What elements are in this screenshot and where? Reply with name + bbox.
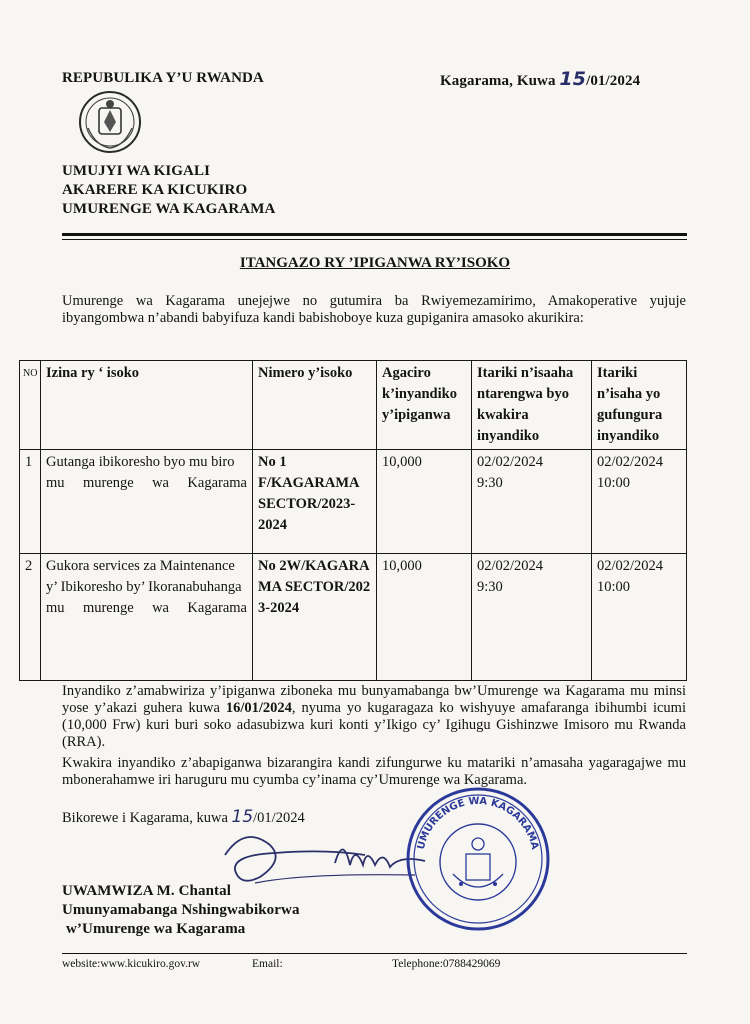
row-opening-date: 02/02/2024 — [597, 454, 664, 470]
header-date-handwritten-day: 15 — [559, 68, 587, 90]
row-opening-date: 02/02/2024 — [597, 558, 664, 574]
instructions-paragraph — [62, 683, 686, 751]
col-header-price: Agaciro k’inyandiko y’ipiganwa — [377, 361, 472, 450]
table-row — [20, 450, 687, 554]
official-stamp — [403, 784, 553, 934]
header-date-suffix: /01/2024 — [586, 73, 641, 89]
stamp-sun-icon — [472, 838, 484, 850]
row-opening — [592, 450, 687, 554]
col-header-no: NO — [20, 361, 41, 450]
row-no: 2 — [20, 554, 41, 681]
footer-divider — [62, 953, 687, 954]
row-price: 10,000 — [377, 450, 472, 554]
sector-name: UMURENGE WA KAGARAMA — [62, 201, 276, 217]
row-opening — [592, 554, 687, 681]
footer-website: website:www.kicukiro.gov.rw — [62, 958, 201, 970]
signed-suffix: /01/2024 — [253, 810, 305, 826]
city-name: UMUJYI WA KIGALI — [62, 163, 211, 179]
row-deadline-time: 9:30 — [477, 475, 503, 491]
signed-handwritten-day: 15 — [231, 807, 254, 827]
signatory-name: UWAMWIZA M. Chantal — [62, 883, 231, 899]
tenders-table — [19, 360, 687, 681]
row-deadline — [472, 554, 592, 681]
signatory-office: w’Umurenge wa Kagarama — [66, 921, 246, 937]
instructions-text-end: , nyuma yo kugaragaza ko wishyuye amafaranga ibihumbi icumi (10,000 Frw) kuri buri soko adasubizwa kuri konti y’Ikigo cy’ Igihugu Gishinzwe Imisoro mu Rwanda (RRA). — [62, 700, 686, 750]
signatory-block — [62, 882, 300, 939]
intro-paragraph: Umurenge wa Kagarama unejejwe no gutumira ba Rwiyemezamirimo, Amakoperative yujuje ibyangombwa n’abandi babyifuza kandi babishoboye kuza gupiganira amasoko akurikira: — [62, 293, 686, 326]
row-opening-time: 10:00 — [597, 475, 631, 491]
row-deadline-date: 02/02/2024 — [477, 558, 544, 574]
footer-email: Email: — [252, 958, 283, 970]
col-header-deadline: Itariki n’isaaha ntarengwa byo kwakira inyandiko — [472, 361, 592, 450]
row-deadline-time: 9:30 — [477, 579, 503, 595]
header-divider — [62, 233, 687, 236]
col-header-number: Nimero y’isoko — [253, 361, 377, 450]
instructions-start-date: 16/01/2024 — [225, 700, 292, 716]
signatory-role: Umunyamabanga Nshingwabikorwa — [62, 902, 300, 918]
document-title: ITANGAZO RY ’IPIGANWA RY’ISOKO — [239, 255, 511, 271]
row-number: No 2W/KAGARAMA SECTOR/2023-2024 — [253, 554, 377, 681]
signed-prefix: Bikorewe i Kagarama, kuwa — [62, 810, 228, 826]
republic-title: REPUBULIKA Y’U RWANDA — [62, 70, 264, 86]
rwanda-coat-of-arms-icon — [76, 88, 144, 156]
table-row — [20, 554, 687, 681]
stamp-shield-icon — [466, 854, 490, 880]
row-opening-time: 10:00 — [597, 579, 631, 595]
row-name: Gutanga ibikoresho byo mu biro mu murenge wa Kagarama — [41, 450, 253, 554]
col-header-name: Izina ry ‘ isoko — [41, 361, 253, 450]
district-name: AKARERE KA KICUKIRO — [62, 182, 248, 198]
title-wrap — [0, 254, 750, 272]
row-deadline-date: 02/02/2024 — [477, 454, 544, 470]
row-number: No 1 F/KAGARAMA SECTOR/2023-2024 — [253, 450, 377, 554]
row-no: 1 — [20, 450, 41, 554]
row-price: 10,000 — [377, 554, 472, 681]
header-date — [440, 68, 640, 90]
footer-telephone: Telephone:0788429069 — [392, 958, 501, 970]
admin-hierarchy — [62, 162, 275, 219]
stamp-text: UMURENGE WA KAGARAMA — [415, 795, 541, 851]
table-header-row — [20, 361, 687, 450]
header-divider-thin — [62, 239, 687, 240]
col-header-opening: Itariki n’isaha yo gufungura inyandiko — [592, 361, 687, 450]
header-date-prefix: Kagarama, Kuwa — [440, 73, 556, 89]
opening-paragraph: Kwakira inyandiko z’abapiganwa bizarangira kandi zifungurwe ku matariki n’amasaha yagaragajwe mu mbonerahamwe iri haruguru mu cyumba cy’inama cy’Umurenge wa Kagarama. — [62, 755, 686, 788]
instructions-text-start: Inyandiko z’amabwiriza y’ipiganwa ziboneka mu bunyamabanga bw’Umurenge wa Kagarama mu minsi yose y’akazi guhera kuwa — [62, 683, 686, 716]
row-deadline — [472, 450, 592, 554]
row-name: Gukora services za Maintenance y’ Ibikoresho by’ Ikoranabuhanga mu murenge wa Kagarama — [41, 554, 253, 681]
